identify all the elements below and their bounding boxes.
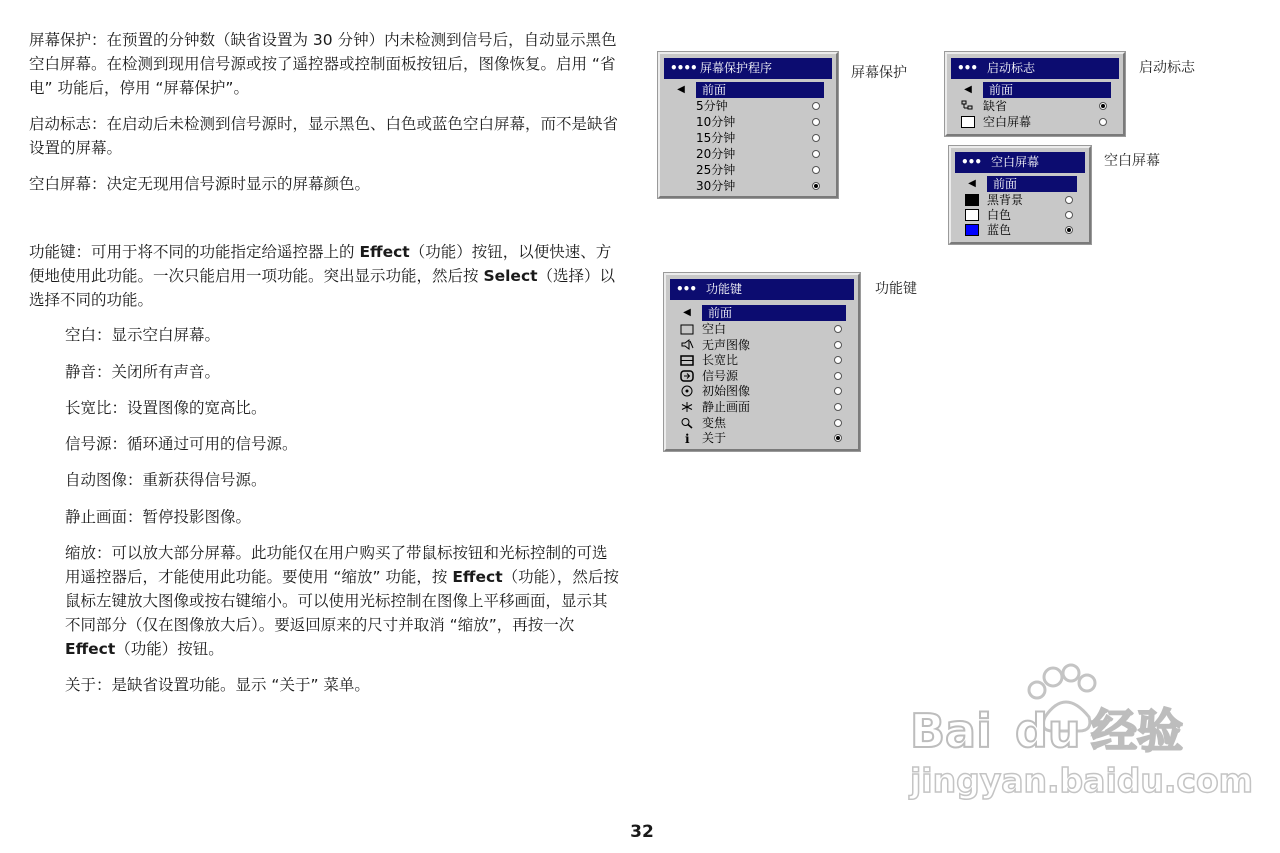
color-swatch-icon (957, 194, 987, 206)
radio-button[interactable] (834, 372, 842, 380)
back-arrow-icon: ◀ (964, 84, 972, 95)
radio-button[interactable] (1099, 118, 1107, 126)
menu-item-label: 蓝色 (987, 223, 1012, 237)
menu-item-label: 20分钟 (696, 147, 736, 161)
menu-item-label: 静止画面 (702, 400, 751, 414)
item-source: 信号源：循环通过可用的信号源。 (65, 435, 298, 453)
menu-item[interactable] (672, 352, 852, 368)
blank-screen-caption: 空白屏幕 (1104, 153, 1160, 169)
mute-icon (672, 339, 702, 351)
zoom-icon (672, 417, 702, 429)
radio-button[interactable] (834, 325, 842, 333)
radio-button[interactable] (834, 434, 842, 442)
menu-title: 功能键 (706, 282, 743, 296)
menu-back-item[interactable] (957, 176, 1083, 192)
radio-button[interactable] (812, 150, 820, 158)
menu-back-item[interactable] (666, 82, 830, 98)
radio-button[interactable] (834, 341, 842, 349)
zoom-text-1: 缩放：可以放大部分屏幕。此功能仅在用户购买了带鼠标按钮和光标控制的可选用遥控器后，才能使用此功能。要使用 “缩放” 功能，按 (65, 544, 608, 586)
color-swatch-icon (957, 224, 987, 236)
menu-item-label: 信号源 (702, 368, 739, 383)
function-key-text-3: （选择）以选择不同的功能。 (29, 267, 616, 309)
effect-keyword: Effect (65, 640, 116, 658)
aspect-ratio-icon (672, 354, 702, 366)
zoom-text-2: （功能），然后按鼠标左键放大图像或按右键缩小。可以使用光标控制在图像上平移画面，显示其不同部分（仅在图像放大后）。要返回原来的尺寸并取消 “缩放”，再按一次 (65, 568, 619, 634)
menu-item-default[interactable] (953, 98, 1117, 114)
source-icon (672, 370, 702, 382)
menu-item-label: 变焦 (702, 415, 727, 430)
radio-button[interactable] (812, 166, 820, 174)
zoom-text-3: （功能）按钮。 (115, 640, 224, 658)
menu-item-label: 前面 (983, 82, 1111, 98)
radio-button[interactable] (834, 387, 842, 395)
radio-button[interactable] (812, 118, 820, 126)
radio-button[interactable] (1065, 196, 1073, 204)
watermark-text-1b: du (1015, 704, 1081, 758)
menu-item-label: 空白屏幕 (983, 115, 1032, 129)
radio-button[interactable] (812, 182, 820, 190)
menu-item[interactable] (672, 368, 852, 384)
menu-item[interactable] (666, 130, 830, 146)
menu-item[interactable] (672, 321, 852, 337)
auto-image-icon (672, 385, 702, 397)
menu-item[interactable] (666, 98, 830, 114)
back-arrow-icon: ◀ (968, 178, 976, 189)
default-logo-icon (953, 100, 983, 112)
radio-button[interactable] (1065, 226, 1073, 234)
function-key-text-1: 功能键：可用于将不同的功能指定给遥控器上的 (29, 243, 360, 261)
freeze-icon (672, 401, 702, 413)
page-number: 32 (630, 822, 654, 842)
menu-title: 启动标志 (987, 61, 1036, 75)
radio-button[interactable] (834, 356, 842, 364)
menu-item[interactable] (957, 222, 1083, 238)
menu-back-item[interactable] (672, 305, 852, 321)
function-key-menu (664, 273, 860, 451)
watermark-text-1: Bai (910, 704, 992, 758)
menu-item-label: 前面 (702, 305, 846, 321)
menu-title-bar (951, 58, 1119, 79)
item-auto-image: 自动图像：重新获得信号源。 (65, 471, 267, 489)
menu-title-bar (955, 152, 1085, 173)
function-key-caption: 功能键 (875, 281, 917, 297)
menu-item[interactable] (666, 162, 830, 178)
radio-button[interactable] (812, 102, 820, 110)
menu-dots: ••• (957, 61, 978, 75)
blank-screen-paragraph: 空白屏幕：决定无现用信号源时显示的屏幕颜色。 (29, 175, 371, 193)
svg-text:i: i (685, 432, 690, 447)
info-icon (672, 432, 702, 447)
menu-item[interactable] (666, 146, 830, 162)
screensaver-caption: 屏幕保护 (851, 65, 907, 81)
menu-title: 空白屏幕 (991, 155, 1040, 169)
menu-item-label: 前面 (987, 176, 1077, 192)
function-key-paragraph (29, 240, 621, 312)
function-key-text-2: （功能）按钮，以便快速、方便地使用此功能。一次只能启用一项功能。突出显示功能，然后按 (29, 243, 612, 285)
effect-keyword: Effect (359, 243, 410, 261)
menu-item[interactable] (672, 430, 852, 446)
back-arrow-icon: ◀ (677, 84, 685, 95)
effect-keyword: Effect (452, 568, 503, 586)
item-blank: 空白：显示空白屏幕。 (65, 326, 221, 344)
startup-logo-caption: 启动标志 (1139, 60, 1195, 76)
startup-logo-paragraph: 启动标志：在启动后未检测到信号源时，显示黑色、白色或蓝色空白屏幕，而不是缺省设置的屏幕。 (29, 115, 619, 157)
color-swatch-icon (957, 209, 987, 221)
select-keyword: Select (483, 267, 538, 285)
item-freeze: 静止画面：暂停投影图像。 (65, 508, 252, 526)
menu-item-label: 初始图像 (702, 384, 751, 399)
menu-item-label: 25分钟 (696, 163, 736, 177)
menu-item-label: 黑背景 (987, 193, 1024, 207)
menu-title: 屏幕保护程序 (700, 61, 773, 75)
menu-item[interactable] (957, 192, 1083, 208)
radio-button[interactable] (1099, 102, 1107, 110)
screensaver-menu (658, 52, 838, 198)
about-paragraph: 关于：是缺省设置功能。显示 “关于” 菜单。 (65, 676, 370, 694)
radio-button[interactable] (834, 419, 842, 427)
blank-screen-icon (953, 116, 983, 128)
menu-dots: ••• (961, 155, 982, 169)
menu-item-label: 白色 (987, 208, 1012, 222)
screensaver-paragraph: 屏幕保护：在预置的分钟数（缺省设置为 30 分钟）内未检测到信号后，自动显示黑色空白屏幕。在检测到现用信号源或按了遥控器或控制面板按钮后，图像恢复。启用 “省电” 功能后，停用 “屏幕保护”。 (29, 31, 617, 97)
menu-item[interactable] (672, 399, 852, 415)
menu-item-label: 15分钟 (696, 131, 736, 145)
watermark-text-2: jingyan.baidu.com (910, 761, 1254, 800)
menu-item-label: 无声图像 (702, 337, 751, 352)
menu-item[interactable] (672, 383, 852, 399)
menu-dots: •••• (670, 61, 697, 75)
blank-icon (672, 323, 702, 335)
menu-item-label: 长宽比 (702, 353, 739, 368)
watermark-text-1c: 经验 (1091, 704, 1183, 758)
menu-item[interactable] (957, 207, 1083, 223)
menu-item[interactable] (672, 337, 852, 353)
menu-item-label: 前面 (696, 82, 824, 98)
menu-title-bar (670, 279, 854, 300)
menu-item-label: 30分钟 (696, 179, 736, 193)
blank-screen-menu (949, 146, 1091, 244)
menu-item-label: 5分钟 (696, 99, 728, 113)
menu-item[interactable] (672, 415, 852, 431)
item-mute: 静音：关闭所有声音。 (65, 363, 221, 381)
menu-item-label: 空白 (702, 322, 727, 336)
radio-button[interactable] (812, 134, 820, 142)
startup-logo-menu (945, 52, 1125, 136)
zoom-paragraph (65, 541, 621, 661)
menu-item-label: 关于 (702, 431, 727, 446)
radio-button[interactable] (834, 403, 842, 411)
menu-item-label: 10分钟 (696, 115, 736, 129)
baidu-jingyan-watermark (905, 655, 1254, 805)
menu-item[interactable] (666, 178, 830, 194)
item-aspect: 长宽比：设置图像的宽高比。 (65, 399, 267, 417)
radio-button[interactable] (1065, 211, 1073, 219)
back-arrow-icon: ◀ (683, 307, 691, 318)
menu-item-blank-screen[interactable] (953, 114, 1117, 130)
menu-back-item[interactable] (953, 82, 1117, 98)
menu-item[interactable] (666, 114, 830, 130)
menu-item-label: 缺省 (983, 99, 1008, 113)
menu-title-bar (664, 58, 832, 79)
menu-dots: ••• (676, 282, 697, 296)
